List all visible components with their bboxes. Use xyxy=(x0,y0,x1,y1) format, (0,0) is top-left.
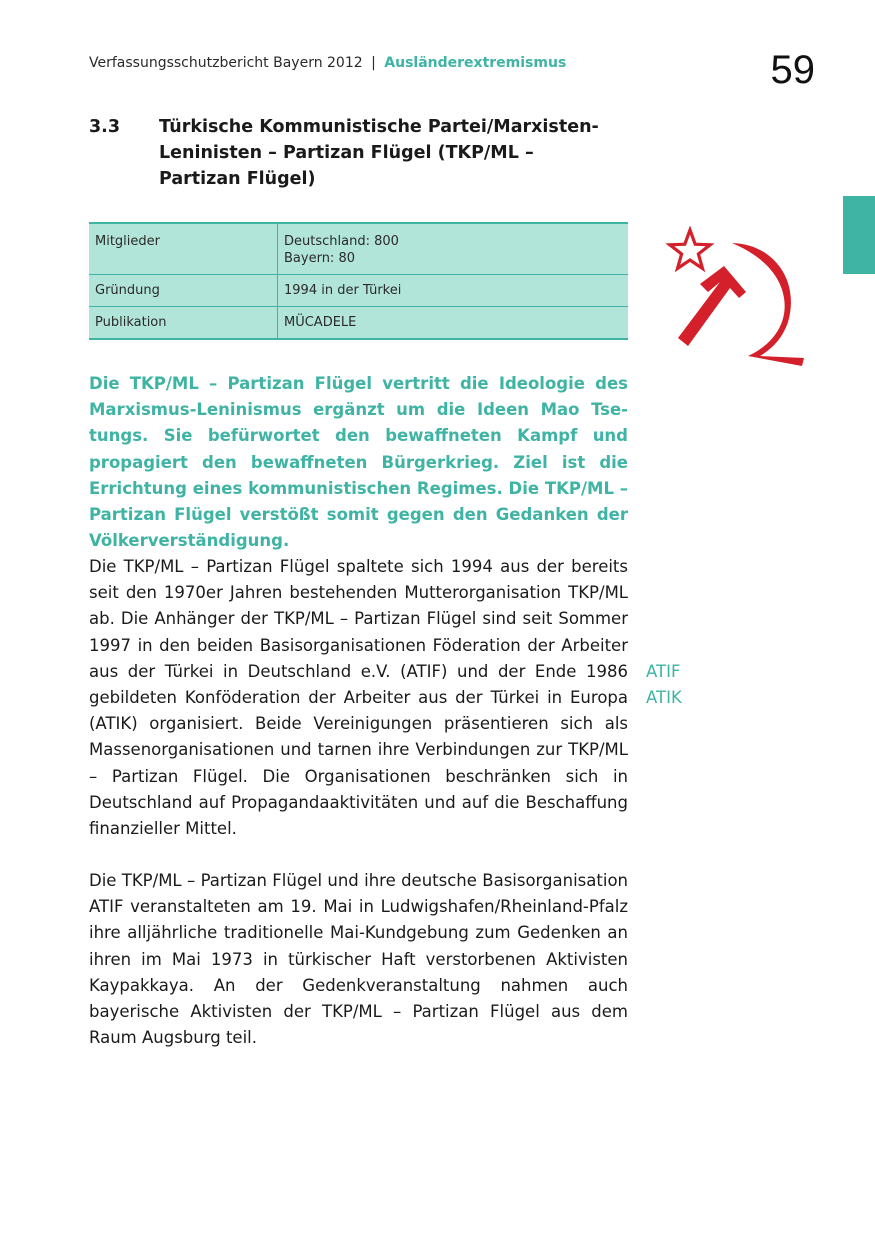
facts-table xyxy=(89,222,628,340)
header-separator: | xyxy=(371,55,376,71)
chapter-title: Türkische Kommunistische Partei/Marxisten-Leninisten – Partizan Flügel (TKP/ML – Partizan Flügel) xyxy=(159,117,599,189)
table-value-line: MÜCADELE xyxy=(284,315,357,330)
margin-note: ATIK xyxy=(646,688,682,707)
table-row xyxy=(89,275,628,307)
body-paragraph: Die TKP/ML – Partizan Flügel spaltete sich 1994 aus der bereits seit den 1970er Jahren bestehenden Mutterorganisation TKP/ML ab. Die Anhänger der TKP/ML – Partizan Flügel sind seit Sommer 1997 in den beiden Basisorganisationen Föderation der Arbeiter aus der Türkei in Deutschland e.V. (ATIF) und der Ende 1986 gebildeten Konföderation der Arbeiter aus der Türkei in Europa (ATIK) organisiert. Beide Vereinigungen präsentieren sich als Massenorganisationen und tarnen ihre Verbindungen zur TKP/ML – Partizan Flügel. Die Organisationen beschränken sich in Deutschland auf Propagandaaktivitäten und auf die Beschaffung finanzieller Mittel. xyxy=(89,557,628,839)
table-label-cell: Mitglieder xyxy=(89,223,278,275)
margin-note: ATIF xyxy=(646,662,681,681)
table-label-cell: Publikation xyxy=(89,307,278,340)
report-title: Verfassungsschutzbericht Bayern 2012 xyxy=(89,55,363,71)
table-row xyxy=(89,307,628,340)
table-label-cell: Gründung xyxy=(89,275,278,307)
table-value-cell xyxy=(278,223,629,275)
table-value-cell xyxy=(278,307,629,340)
hammer-sickle-star-icon xyxy=(662,226,812,366)
hammer-icon xyxy=(678,266,746,346)
body-paragraph: Die TKP/ML – Partizan Flügel und ihre deutsche Basisorganisation ATIF veranstalteten am 19. Mai in Ludwigshafen/Rheinland-Pfalz ihre alljährliche traditionelle Mai-Kundgebung zum Gedenken an ihren im Mai 1973 in türkischer Haft verstorbenen Aktivisten Kaypakkaya. An der Gedenkveranstaltung nahmen auch bayerische Aktivisten der TKP/ML – Partizan Flügel aus dem Raum Augsburg teil. xyxy=(89,871,628,1048)
chapter-edge-tab xyxy=(843,196,875,274)
table-value-line: Deutschland: 800 xyxy=(284,234,399,249)
star-icon xyxy=(670,230,710,269)
page-number: 59 xyxy=(770,48,815,92)
section-name: Ausländerextremismus xyxy=(384,55,567,71)
table-value-line: 1994 in der Türkei xyxy=(284,283,402,298)
chapter-number: 3.3 xyxy=(89,117,121,137)
table-value-line: Bayern: 80 xyxy=(284,251,355,266)
sickle-icon xyxy=(732,243,804,366)
chapter-heading xyxy=(89,114,609,192)
table-row xyxy=(89,223,628,275)
table-value-cell xyxy=(278,275,629,307)
running-head xyxy=(89,55,566,71)
lead-paragraph: Die TKP/ML – Partizan Flügel vertritt die Ideologie des Marxismus-Leninismus ergänzt um die Ideen Mao Tse-tungs. Sie befürwortet den bewaffneten Kampf und propagiert den bewaffneten Bürgerkrieg. Ziel ist die Errichtung eines kommunistischen Regimes. Die TKP/ML – Partizan Flügel verstößt somit gegen den Gedanken der Völkerverständigung. xyxy=(89,374,628,551)
